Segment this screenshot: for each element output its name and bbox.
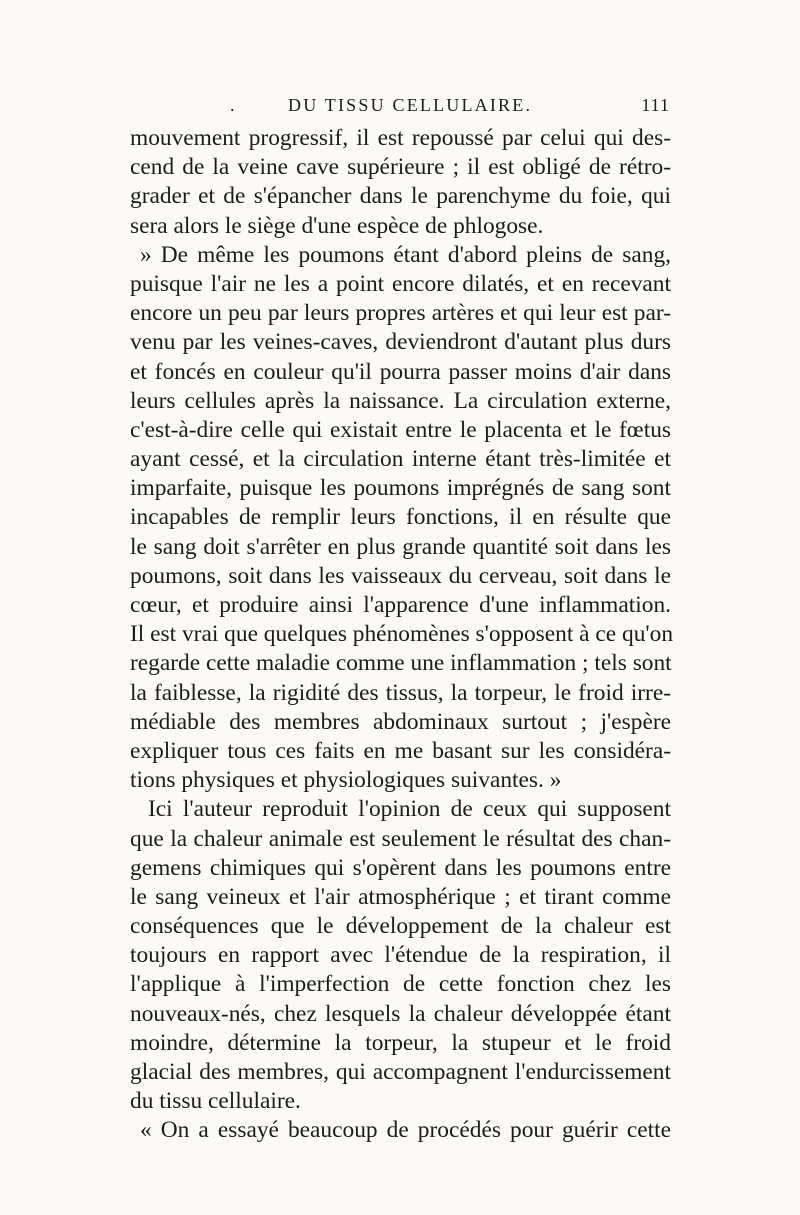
text-line: que la chaleur animale est seulement le résultat des chan- <box>130 825 671 852</box>
text-line: venu par les veines-caves, deviendront d'autant plus durs <box>130 329 671 356</box>
page-number: 111 <box>641 95 670 115</box>
text-line: conséquences que le développement de la chaleur est <box>130 913 671 940</box>
text-line: cœur, et produire ainsi l'apparence d'une inflammation. <box>130 592 671 618</box>
text-line: c'est-à-dire celle qui existait entre le placenta et le fœtus <box>130 416 671 443</box>
text-line: tions physiques et physiologiques suivantes. » <box>130 767 562 794</box>
text-line: gemens chimiques qui s'opèrent dans les poumons entre <box>130 854 671 881</box>
text-line: » De même les poumons étant d'abord pleins de sang, <box>140 241 671 268</box>
text-line: mouvement progressif, il est repoussé par celui qui des- <box>130 125 671 151</box>
text-line: du tissu cellulaire. <box>130 1088 301 1115</box>
text-line: poumons, soit dans les vaisseaux du cerveau, soit dans le <box>130 562 671 589</box>
text-line: incapables de remplir leurs fonctions, il en résulte que <box>130 504 671 531</box>
text-line: expliquer tous ces faits en me basant sur les considéra- <box>130 737 671 764</box>
text-line: l'applique à l'imperfection de cette fonction chez les <box>130 971 671 998</box>
header-dot: . <box>230 95 237 115</box>
text-line: regarde cette maladie comme une inflammation ; tels sont <box>130 650 672 677</box>
text-line: puisque l'air ne les a point encore dilatés, et en recevant <box>130 270 671 297</box>
text-line: cend de la veine cave supérieure ; il est obligé de rétro- <box>130 154 671 181</box>
text-line: et foncés en couleur qu'il pourra passer moins d'air dans <box>130 358 671 385</box>
text-line: glacial des membres, qui accompagnent l'endurcissement <box>130 1059 671 1085</box>
text-line: le sang doit s'arrêter en plus grande quantité soit dans les <box>130 533 671 560</box>
text-line: le sang veineux et l'air atmosphérique ; et tirant comme <box>130 883 671 910</box>
text-line: toujours en rapport avec l'étendue de la respiration, il <box>130 942 671 969</box>
text-line: encore un peu par leurs propres artères et qui leur est par- <box>130 300 671 327</box>
text-line: « On a essayé beaucoup de procédés pour guérir cette <box>140 1117 671 1144</box>
text-line: Il est vrai que quelques phénomènes s'opposent à ce qu'on <box>130 621 674 648</box>
text-line: ayant cessé, et la circulation interne étant très-limitée et <box>130 446 671 473</box>
text-line: nouveaux-nés, chez lesquels la chaleur développée étant <box>130 1000 671 1027</box>
text-line: imparfaite, puisque les poumons imprégnés de sang sont <box>130 475 671 502</box>
text-line: Ici l'auteur reproduit l'opinion de ceux qui supposent <box>148 796 671 823</box>
running-head <box>130 95 670 119</box>
text-line: leurs cellules après la naissance. La circulation externe, <box>130 387 671 414</box>
body-text <box>130 124 674 1146</box>
text-line: médiable des membres abdominaux surtout ; j'espère <box>130 708 671 735</box>
text-line: sera alors le siège d'une espèce de phlogose. <box>130 212 544 239</box>
text-line: moindre, détermine la torpeur, la stupeur et le froid <box>130 1029 671 1056</box>
chapter-title: DU TISSU CELLULAIRE. <box>288 95 533 115</box>
text-line: grader et de s'épancher dans le parenchyme du foie, qui <box>130 183 671 210</box>
text-line: la faiblesse, la rigidité des tissus, la torpeur, le froid irre- <box>130 679 671 706</box>
